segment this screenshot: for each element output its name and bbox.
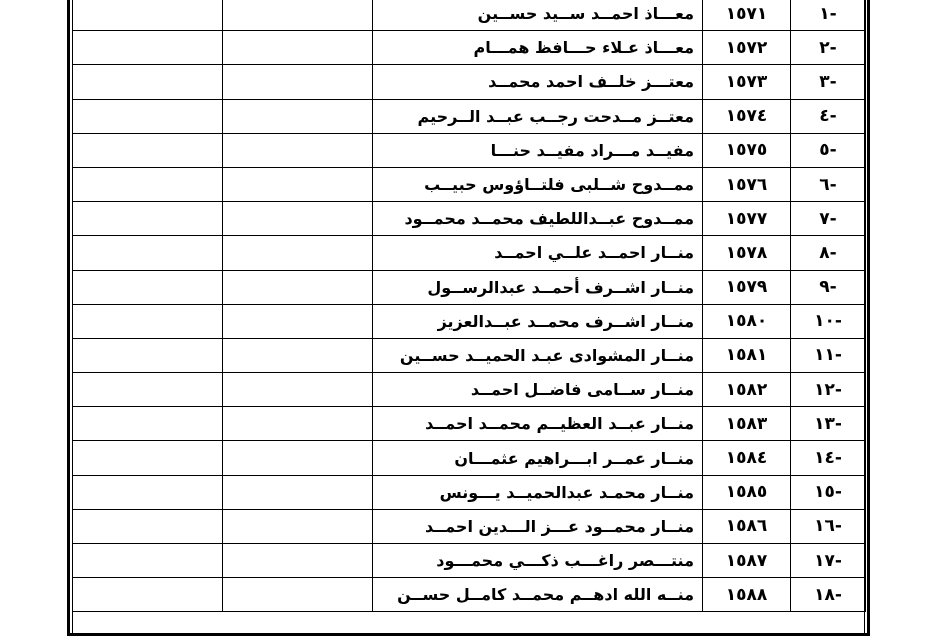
serial-cell: -١٤ <box>791 441 866 475</box>
student-name-cell: منــار احمــد علــي احمــد <box>373 236 703 270</box>
blank-cell <box>223 509 373 543</box>
table-row <box>73 475 866 509</box>
student-name-cell: منــار محمـد عبدالحميــد يـــونس <box>373 475 703 509</box>
seat-number-cell: ١٥٨٢ <box>703 373 791 407</box>
student-name-cell: معـــاذ عـلاء حـــافظ همـــام <box>373 31 703 65</box>
seat-number-cell: ١٥٨٨ <box>703 578 791 612</box>
seat-number-cell: ١٥٧٨ <box>703 236 791 270</box>
table-row <box>73 509 866 543</box>
serial-cell: -١٥ <box>791 475 866 509</box>
student-name-cell: منــار اشــرف محمــد عبــدالعزيز <box>373 304 703 338</box>
student-name-cell: منــار محمــود عـــز الـــدين احمــد <box>373 509 703 543</box>
seat-number-cell: ١٥٨٦ <box>703 509 791 543</box>
table-row <box>73 133 866 167</box>
blank-cell <box>73 31 223 65</box>
table-row <box>73 236 866 270</box>
blank-cell <box>223 304 373 338</box>
blank-cell <box>73 441 223 475</box>
table-row <box>73 407 866 441</box>
blank-cell <box>73 578 223 612</box>
seat-number-cell: ١٥٧٧ <box>703 202 791 236</box>
blank-cell <box>223 373 373 407</box>
blank-cell <box>73 99 223 133</box>
table-row <box>73 65 866 99</box>
blank-cell <box>223 544 373 578</box>
seat-number-cell: ١٥٧٦ <box>703 167 791 201</box>
blank-cell <box>73 236 223 270</box>
seat-number-cell: ١٥٧١ <box>703 0 791 31</box>
serial-cell: -٩ <box>791 270 866 304</box>
serial-cell: -١٠ <box>791 304 866 338</box>
student-name-cell: منــار عمــر ابـــراهيم عثمـــان <box>373 441 703 475</box>
blank-cell <box>73 338 223 372</box>
seat-number-cell: ١٥٨٤ <box>703 441 791 475</box>
table-row <box>73 167 866 201</box>
student-name-cell: معتـــز خلــف احمد محمــد <box>373 65 703 99</box>
blank-cell <box>223 338 373 372</box>
seat-number-cell: ١٥٧٢ <box>703 31 791 65</box>
student-name-cell: منــار المشوادى عبـد الحميــد حســين <box>373 338 703 372</box>
blank-cell <box>73 167 223 201</box>
blank-cell <box>223 578 373 612</box>
roster-body <box>73 0 866 612</box>
blank-cell <box>73 65 223 99</box>
blank-cell <box>223 167 373 201</box>
blank-cell <box>73 202 223 236</box>
blank-cell <box>73 373 223 407</box>
blank-cell <box>73 0 223 31</box>
student-name-cell: منــار اشــرف أحمــد عبدالرســول <box>373 270 703 304</box>
blank-cell <box>223 133 373 167</box>
blank-cell <box>73 304 223 338</box>
serial-cell: -٨ <box>791 236 866 270</box>
table-row <box>73 441 866 475</box>
blank-cell <box>73 407 223 441</box>
serial-cell: -١٧ <box>791 544 866 578</box>
serial-cell: -٧ <box>791 202 866 236</box>
blank-cell <box>73 544 223 578</box>
student-name-cell: ممــدوح شــلبى فلتــاؤوس حبيــب <box>373 167 703 201</box>
blank-cell <box>223 0 373 31</box>
blank-cell <box>73 270 223 304</box>
table-row <box>73 31 866 65</box>
serial-cell: -١٦ <box>791 509 866 543</box>
blank-cell <box>223 99 373 133</box>
student-name-cell: منتـــصر راغـــب ذكـــي محمـــود <box>373 544 703 578</box>
seat-number-cell: ١٥٨٣ <box>703 407 791 441</box>
seat-number-cell: ١٥٧٤ <box>703 99 791 133</box>
serial-cell: -١٣ <box>791 407 866 441</box>
table-row <box>73 578 866 612</box>
blank-cell <box>223 441 373 475</box>
seat-number-cell: ١٥٨٥ <box>703 475 791 509</box>
seat-number-cell: ١٥٨٠ <box>703 304 791 338</box>
blank-cell <box>223 407 373 441</box>
serial-cell: -١٢ <box>791 373 866 407</box>
blank-cell <box>73 509 223 543</box>
student-name-cell: معـــاذ احمــد ســيد حســين <box>373 0 703 31</box>
seat-number-cell: ١٥٧٩ <box>703 270 791 304</box>
seat-number-cell: ١٥٨٧ <box>703 544 791 578</box>
blank-cell <box>223 31 373 65</box>
serial-cell: -٦ <box>791 167 866 201</box>
table-row <box>73 0 866 31</box>
student-name-cell: منــه الله ادهــم محمــد كامــل حســن <box>373 578 703 612</box>
seat-number-cell: ١٥٧٣ <box>703 65 791 99</box>
blank-cell <box>73 133 223 167</box>
blank-cell <box>223 65 373 99</box>
serial-cell: -٥ <box>791 133 866 167</box>
seat-number-cell: ١٥٨١ <box>703 338 791 372</box>
blank-cell <box>223 236 373 270</box>
table-row <box>73 373 866 407</box>
table-row <box>73 202 866 236</box>
serial-cell: -١٨ <box>791 578 866 612</box>
table-row <box>73 99 866 133</box>
blank-cell <box>223 270 373 304</box>
seat-number-cell: ١٥٧٥ <box>703 133 791 167</box>
student-name-cell: منــار ســامى فاضــل احمــد <box>373 373 703 407</box>
table-row <box>73 304 866 338</box>
serial-cell: -١ <box>791 0 866 31</box>
student-name-cell: معتــز مــدحت رجــب عبــد الــرحيم <box>373 99 703 133</box>
table-row <box>73 270 866 304</box>
student-roster-table <box>72 0 866 612</box>
table-row <box>73 544 866 578</box>
blank-cell <box>73 475 223 509</box>
student-name-cell: ممــدوح عبــداللطيف محمــد محمــود <box>373 202 703 236</box>
student-name-cell: منــار عبــد العظيــم محمــد احمــد <box>373 407 703 441</box>
serial-cell: -٢ <box>791 31 866 65</box>
student-name-cell: مفيــد مـــراد مفيــد حنـــا <box>373 133 703 167</box>
serial-cell: -٣ <box>791 65 866 99</box>
serial-cell: -٤ <box>791 99 866 133</box>
blank-cell <box>223 475 373 509</box>
serial-cell: -١١ <box>791 338 866 372</box>
blank-cell <box>223 202 373 236</box>
table-row <box>73 338 866 372</box>
